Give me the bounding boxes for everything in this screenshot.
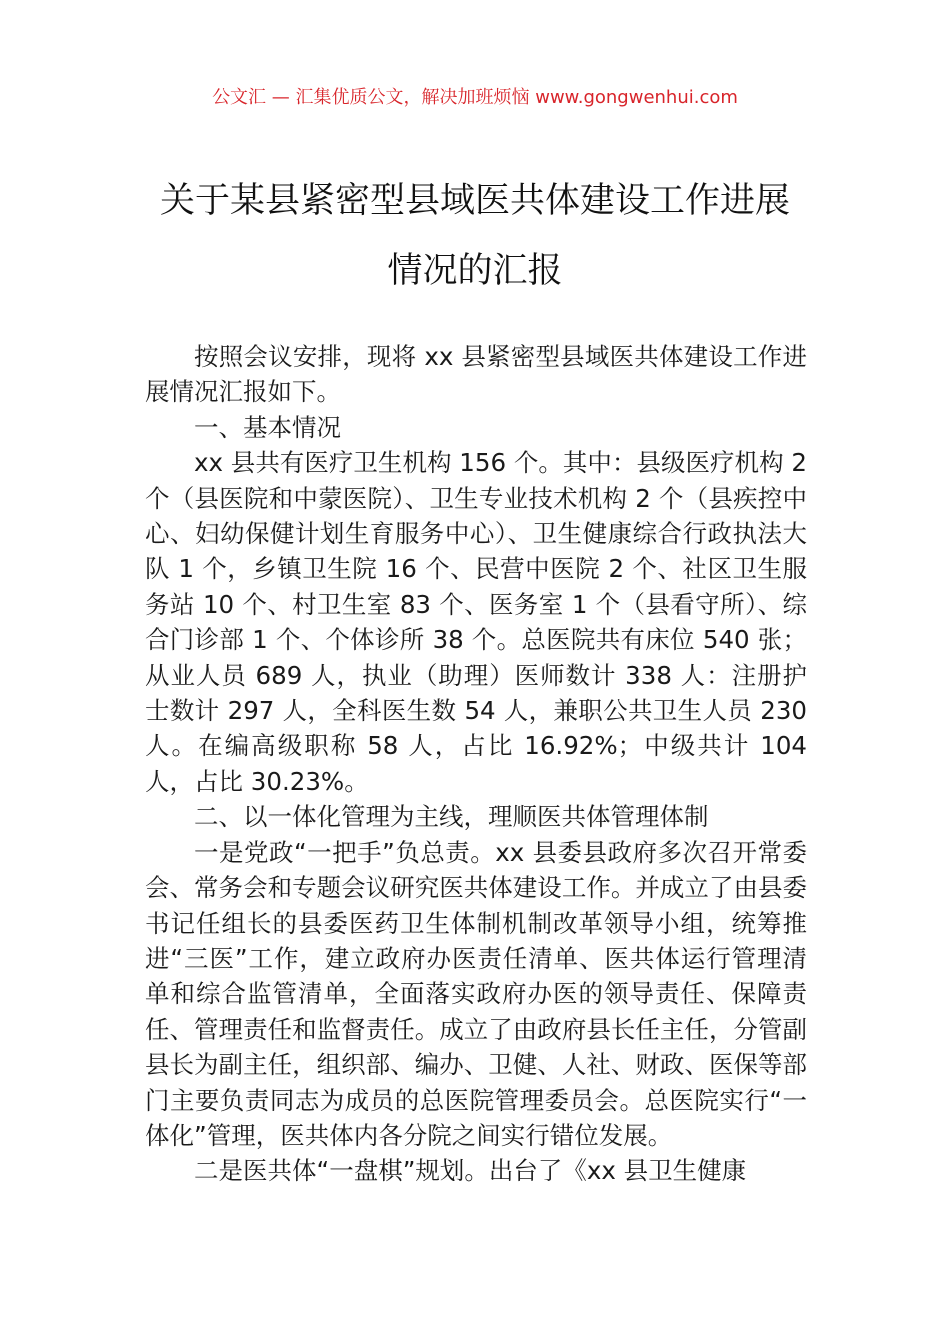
document-body xyxy=(145,339,807,1189)
section-heading-integrated-management: 二、以一体化管理为主线，理顺医共体管理体制 xyxy=(194,802,709,832)
paragraph-intro: 按照会议安排，现将 xx 县紧密型县域医共体建设工作进展情况汇报如下。 xyxy=(145,342,807,407)
paragraph-basic-situation: xx 县共有医疗卫生机构 156 个。其中：县级医疗机构 2 个（县医院和中蒙医院）、卫生专业技术机构 2 个（县疾控中心、妇幼保健计划生育服务中心）、卫生健康综合行政执法大队 1 个，乡镇卫生院 16 个、民营中医院 2 个、社区卫生服务站 10 个、村卫生室 83 个、医务室 1 个（县看守所）、综合门诊部 1 个、个体诊所 38 个。总医院共有床位 540 张；从业人员 689 人，执业（助理）医师数计 338 人：注册护士数计 297 人，全科医生数 54 人，兼职公共卫生人员 230 人。在编高级职称 58 人，占比 16.92%；中级共计 104 人，占比 30.23%。 xyxy=(145,448,807,796)
paragraph-party-leadership: 一是党政“一把手”负总责。xx 县委县政府多次召开常委会、常务会和专题会议研究医共体建设工作。并成立了由县委书记任组长的县委医药卫生体制机制改革领导小组，统筹推进“三医”工作，建立政府办医责任清单、医共体运行管理清单和综合监管清单，全面落实政府办医的领导责任、保障责任、管理责任和监督责任。成立了由政府县长任主任，分管副县长为副主任，组织部、编办、卫健、人社、财政、医保等部门主要负责同志为成员的总医院管理委员会。总医院实行“一体化”管理，医共体内各分院之间实行错位发展。 xyxy=(145,837,807,1150)
document-title-line-1: 关于某县紧密型县域医共体建设工作进展 xyxy=(159,181,790,221)
paragraph-overall-planning: 二是医共体“一盘棋”规划。出台了《xx 县卫生健康 xyxy=(194,1156,747,1186)
section-heading-basic-situation: 一、基本情况 xyxy=(194,412,341,442)
website-banner: 公文汇 — 汇集优质公文，解决加班烦恼 www.gongwenhui.com xyxy=(212,87,738,108)
document-title-line-2: 情况的汇报 xyxy=(387,251,563,291)
